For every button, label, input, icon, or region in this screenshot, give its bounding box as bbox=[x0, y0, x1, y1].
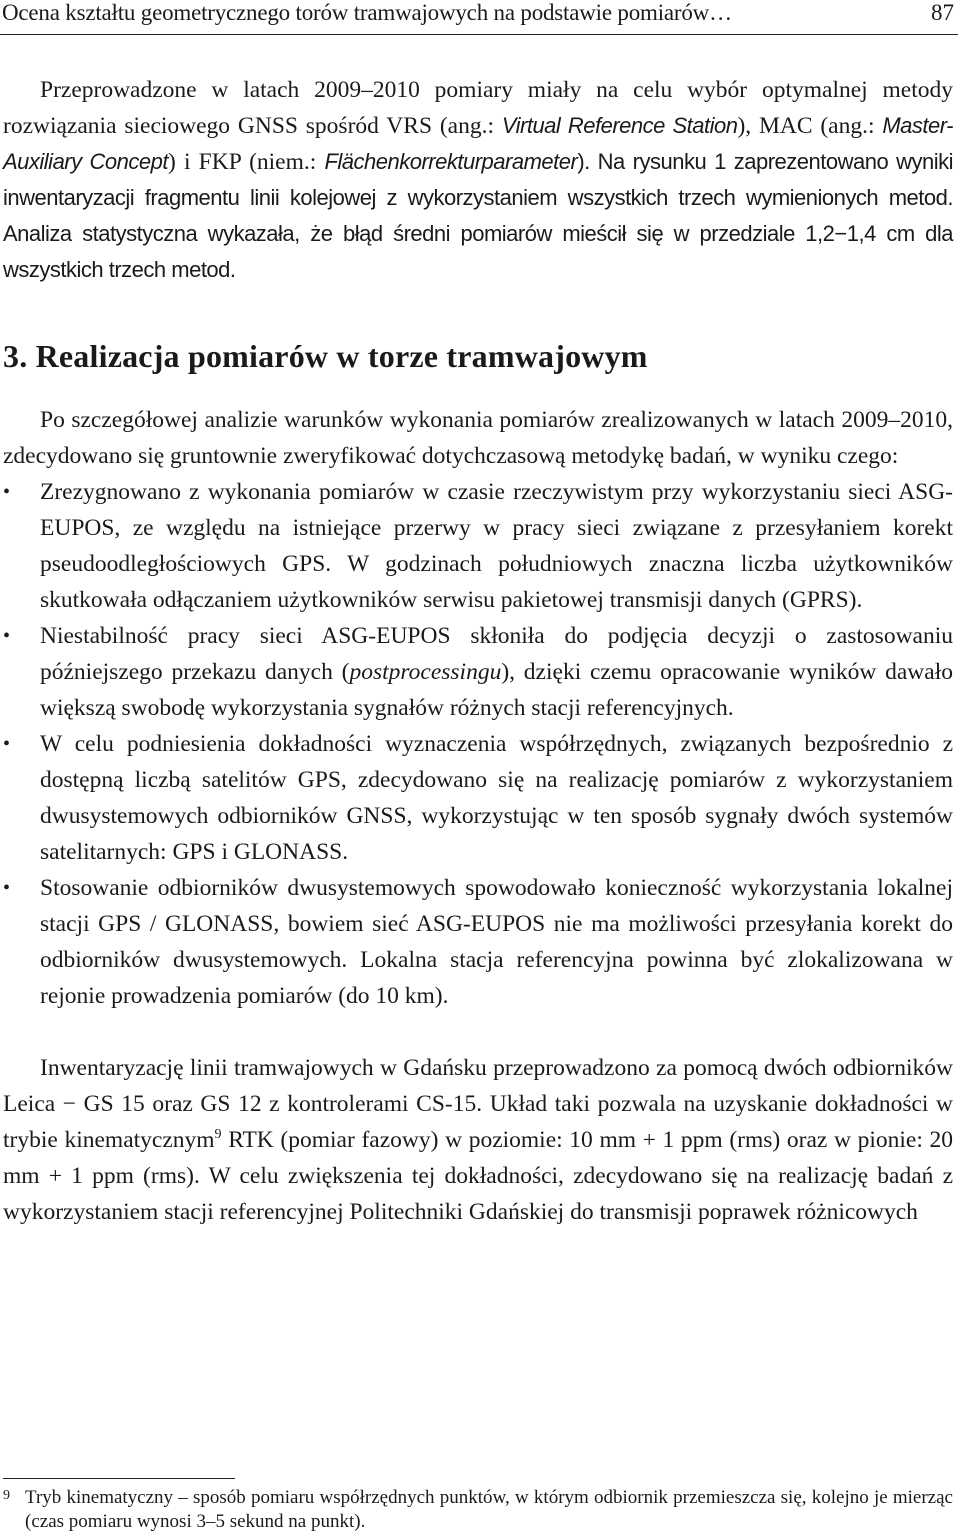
list-item: • Zrezygnowano z wykonania pomiarów w czasie rzeczywistym przy wykorzystaniu sieci ASG-EUPOS, ze względu na istniejące przerwy w pracy sieci związane z przesyłaniem korekt pseudoodległościowych GPS. W godzinach południowych znaczna liczba użytkowników skutkowała odłączaniem użytkowników serwisu pakietowej transmisji danych (GPRS). bbox=[3, 474, 953, 618]
bullet-icon: • bbox=[3, 625, 11, 647]
page-number: 87 bbox=[931, 0, 954, 25]
paragraph-gap bbox=[3, 1014, 953, 1050]
footnote-text: Tryb kinematyczny – sposób pomiaru współrzędnych punktów, w którym odbiornik przemieszcza się, kolejno je mierząc (czas pomiaru wynosi 3–5 sekund na punkt). bbox=[25, 1487, 953, 1532]
footnote-divider bbox=[3, 1478, 235, 1479]
closing-paragraph: Inwentaryzację linii tramwajowych w Gdańsku przeprowadzono za pomocą dwóch odbiorników Leica − GS 15 oraz GS 12 z kontrolerami CS-15. Układ taki pozwala na uzyskanie dokładności w trybie kinematycznym$^9$ RTK (pomiar fazowy) w poziomie: 10 mm + 1 ppm (rms) oraz w pionie: 20 mm + 1 ppm (rms). W celu zwiększenia tej dokładności, zdecydowano się na realizację badań z wykorzystaniem stacji referencyjnej Politechniki Gdańskiej do transmisji poprawek różnicowych bbox=[3, 1055, 953, 1225]
bullet-list bbox=[3, 474, 953, 1014]
footnote-reference[interactable]: 9 bbox=[214, 1127, 222, 1143]
running-header bbox=[0, 0, 958, 35]
page-body bbox=[3, 72, 953, 1230]
footnote bbox=[3, 1486, 953, 1534]
section-heading: 3. Realizacja pomiarów w torze tramwajowym bbox=[3, 338, 648, 374]
list-item: • W celu podniesienia dokładności wyznaczenia współrzędnych, związanych bezpośrednio z dostępną liczbą satelitów GPS, zdecydowano się na realizację pomiarów z wykorzystaniem dwusystemowych odbiorników GNSS, wykorzystując w ten sposób sygnały dwóch systemów satelitarnych: GPS i GLONASS. bbox=[3, 726, 953, 870]
bullet-icon: • bbox=[3, 481, 11, 503]
intro-paragraph: Przeprowadzone w latach 2009–2010 pomiary miały na celu wybór optymalnej metody rozwiązania sieciowego GNSS spośród VRS (ang.: Virtual Reference Station), MAC (ang.: Master-Auxiliary Concept) i FKP (niem.: Flächenkorrekturparameter). Na rysunku 1 zaprezentowano wyniki inwentaryzacji fragmentu linii kolejowej z wykorzystaniem wszystkich trzech wymienionych metod. Analiza statystyczna wykazała, że błąd średni pomiarów mieścił się w przedziale 1,2−1,4 cm dla wszystkich trzech metod. bbox=[3, 77, 954, 282]
running-title: Ocena kształtu geometrycznego torów tramwajowych na podstawie pomiarów… bbox=[2, 0, 732, 25]
section-lead-paragraph: Po szczegółowej analizie warunków wykonania pomiarów zrealizowanych w latach 2009–2010, zdecydowano się gruntownie zweryfikować dotychczasową metodykę badań, w wyniku czego: bbox=[3, 407, 953, 469]
bullet-icon: • bbox=[3, 733, 11, 755]
list-item: • Stosowanie odbiorników dwusystemowych spowodowało konieczność wykorzystania lokalnej stacji GPS / GLONASS, bowiem sieć ASG-EUPOS nie ma możliwości przesyłania korekt do odbiorników dwusystemowych. Lokalna stacja referencyjna powinna być zlokalizowana w rejonie prowadzenia pomiarów (do 10 km). bbox=[3, 870, 953, 1014]
list-item: • Niestabilność pracy sieci ASG-EUPOS skłoniła do podjęcia decyzji o zastosowaniu późniejszego przekazu danych (postprocessingu), dzięki czemu opracowanie wyników dawało większą swobodę wykorzystania sygnałów różnych stacji referencyjnych. bbox=[3, 618, 953, 726]
footnote-mark: 9 bbox=[3, 1488, 10, 1503]
bullet-icon: • bbox=[3, 877, 11, 899]
